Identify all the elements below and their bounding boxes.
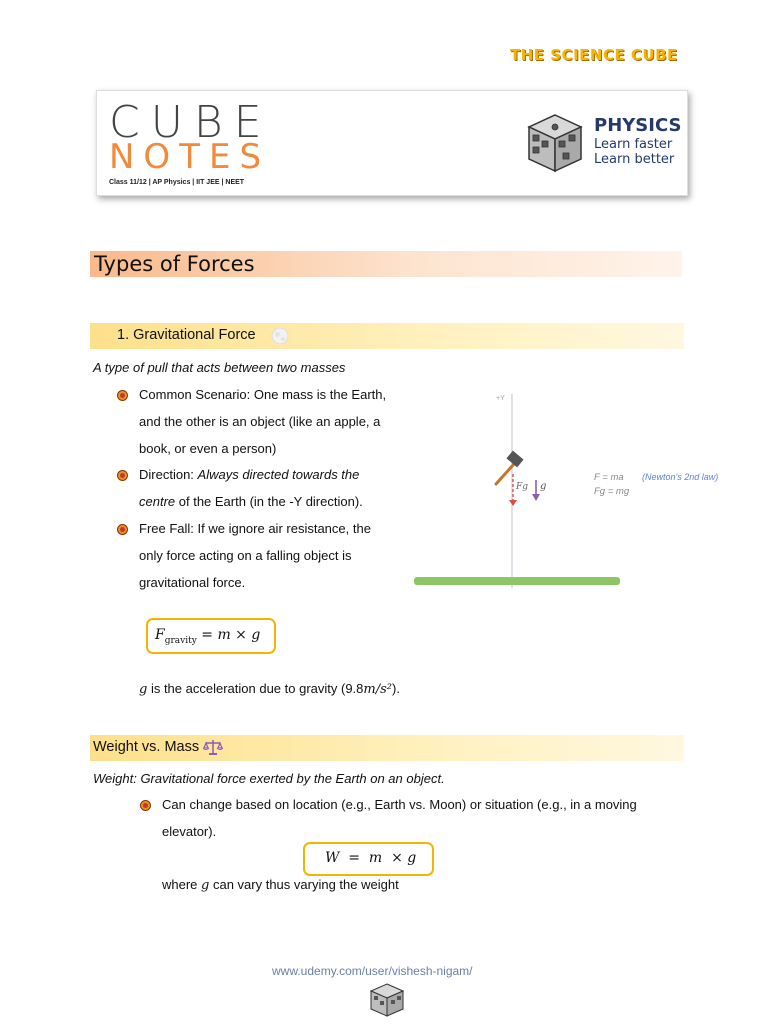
fg-label: Fg (516, 482, 529, 492)
weight-formula: W = m × g (325, 850, 417, 866)
where-post: can vary thus varying the weight (209, 877, 399, 892)
banner-cube-word: CUBE (109, 97, 273, 148)
gravity-diagram (412, 388, 742, 593)
section-heading-gravitational (90, 323, 684, 349)
g-unit: m/s² (363, 682, 392, 697)
bullet-1-line-3: book, or even a person) (139, 441, 277, 456)
header-banner (96, 90, 688, 196)
balance-scale-icon (203, 738, 223, 756)
gravity-formula-box (146, 618, 276, 654)
bullet-3-line-1: Free Fall: If we ignore air resistance, the (139, 521, 371, 536)
formula-f: F (155, 627, 165, 643)
footer-url[interactable]: www.udemy.com/user/vishesh-nigam/ (272, 964, 473, 978)
weight-formula-box (303, 842, 434, 876)
bullet-2-line-1 (139, 467, 359, 482)
newton-eq-2: Fg = mg (594, 486, 630, 497)
bullet-1-line-1: Common Scenario: One mass is the Earth, (139, 387, 387, 402)
formula-sub: gravity (164, 635, 197, 646)
banner-tagline-1: Learn faster (594, 137, 673, 152)
formula-rest: = m × g (196, 627, 261, 643)
bullet-2-line-2 (139, 494, 363, 509)
page-title-bar (90, 251, 682, 277)
section-heading-text: 1. Gravitational Force (117, 327, 256, 343)
weight-bullet-line-1: Can change based on location (e.g., Earth vs. Moon) or situation (e.g., in a moving (162, 797, 637, 812)
bullet-2-italic-centre: centre (139, 494, 176, 509)
section-heading-text: Weight vs. Mass (93, 739, 200, 755)
ground-strip (414, 577, 620, 585)
banner-subject: PHYSICS (594, 115, 682, 136)
g-text: is the acceleration due to gravity (9.8 (147, 681, 364, 696)
section1-intro: A type of pull that acts between two masses (93, 360, 346, 375)
banner-tagline-2: Learn better (594, 152, 675, 167)
footer-cube-icon (370, 983, 404, 1017)
g-explanation (139, 681, 400, 697)
newton-law-note: (Newton's 2nd law) (642, 472, 719, 482)
weight-where-text (162, 877, 399, 893)
banner-subtitle: Class 11/12 | AP Physics | IIT JEE | NEET (109, 179, 245, 186)
newton-eq-1: F = ma (594, 472, 624, 483)
y-axis-label: +Y (496, 395, 505, 402)
g-label: g (540, 481, 547, 492)
hammer-icon (496, 451, 524, 484)
bullet-1-line-2: and the other is an object (like an apple, a (139, 414, 381, 429)
bullet-2-post: of the Earth (in the -Y direction). (175, 494, 363, 509)
bullet-icon (117, 524, 128, 535)
earth-icon (271, 327, 289, 345)
section2-intro: Weight: Gravitational force exerted by the Earth on an object. (93, 771, 445, 786)
brand-logo: THE SCIENCE CUBE (510, 46, 678, 64)
gravity-formula (155, 627, 260, 646)
physics-cube-icon (527, 113, 583, 173)
banner-notes-word: NOTES (109, 137, 271, 177)
bullet-icon (117, 470, 128, 481)
weight-bullet-line-2: elevator). (162, 824, 217, 839)
section-heading-weight-mass (90, 735, 684, 761)
where-pre: where (162, 877, 202, 892)
bullet-2-pre: Direction: (139, 467, 198, 482)
bullet-icon (117, 390, 128, 401)
bullet-2-italic: Always directed towards the (197, 467, 360, 482)
bullet-icon (140, 800, 151, 811)
bullet-3-line-3: gravitational force. (139, 575, 246, 590)
g-var: g (139, 682, 148, 697)
page-title: Types of Forces (94, 252, 255, 276)
g-end: ). (391, 681, 400, 696)
bullet-3-line-2: only force acting on a falling object is (139, 548, 352, 563)
where-var: g (201, 878, 210, 893)
